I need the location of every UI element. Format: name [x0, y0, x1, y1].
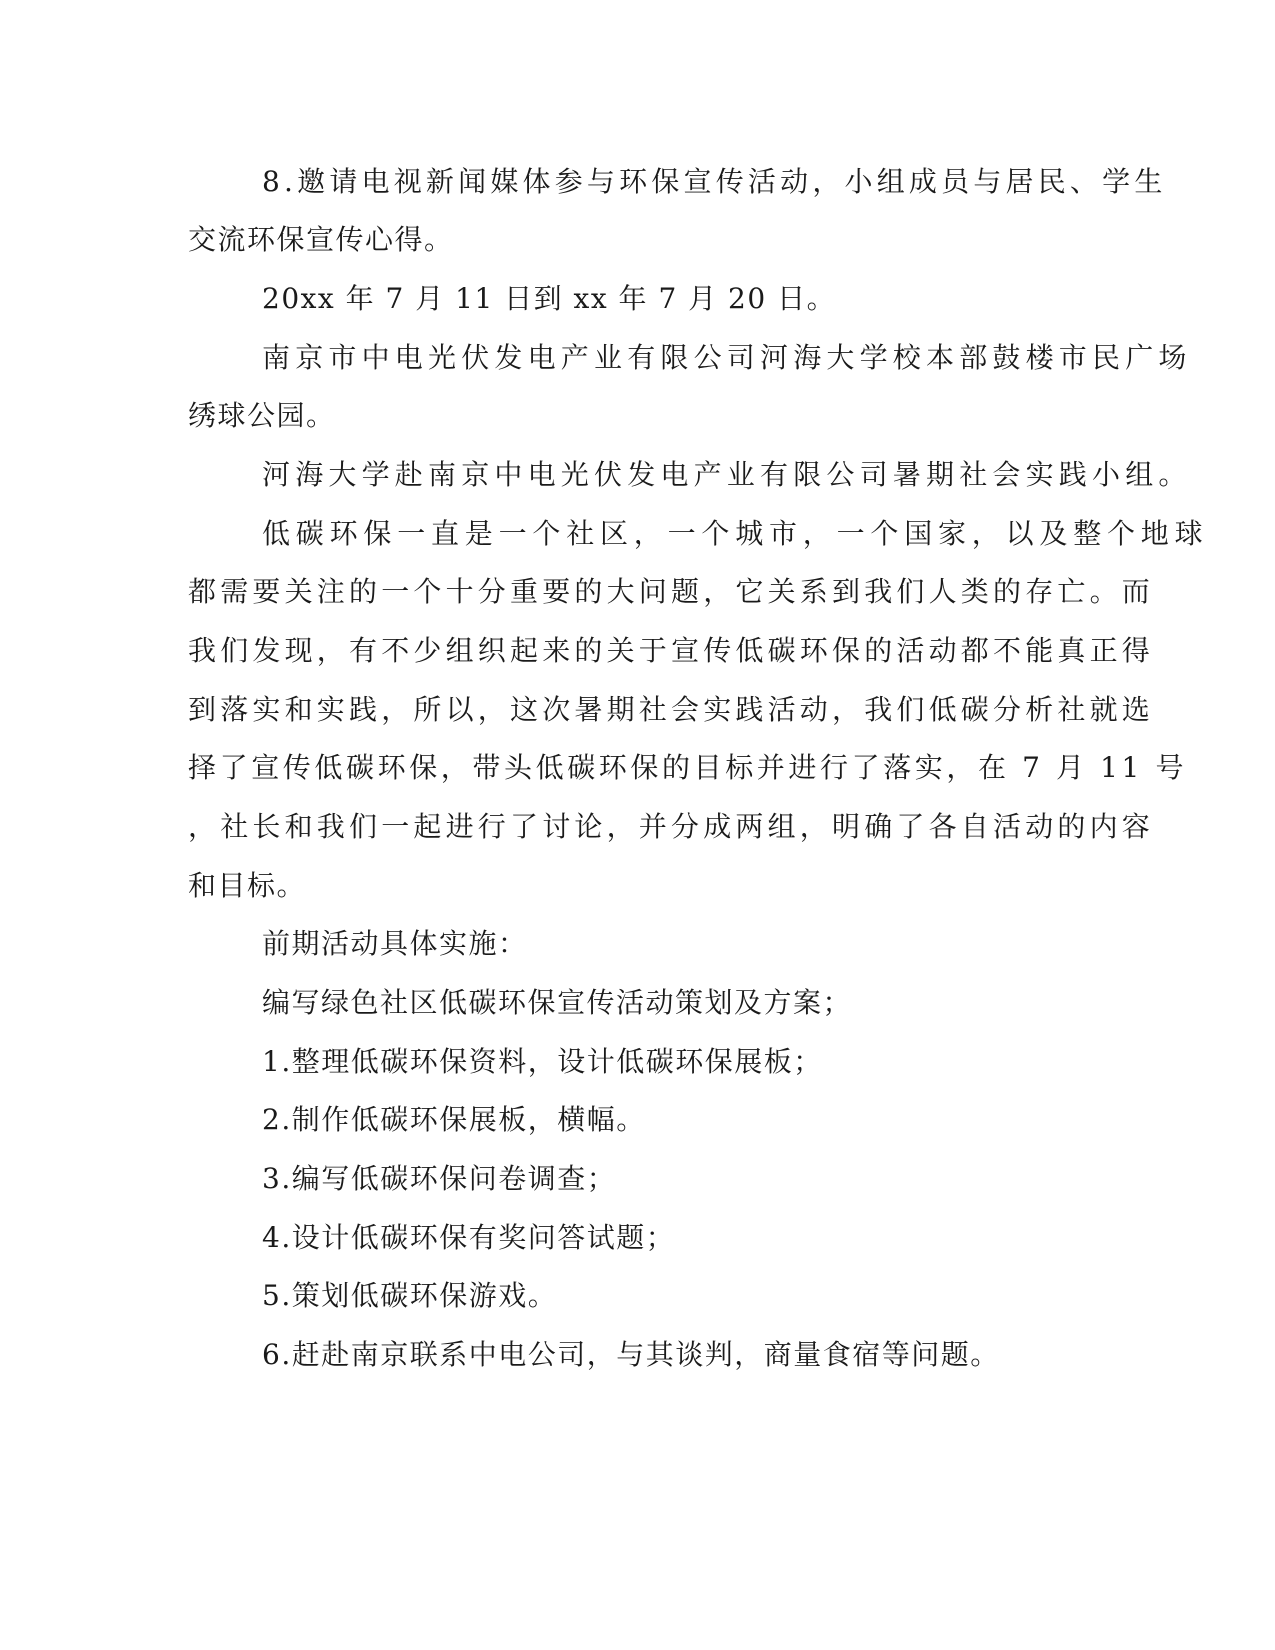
list-item: 5.策划低碳环保游戏。: [262, 1279, 558, 1312]
paragraph-line: 8.邀请电视新闻媒体参与环保宣传活动，小组成员与居民、学生: [262, 165, 1167, 198]
list-item: 4.设计低碳环保有奖问答试题；: [262, 1221, 676, 1254]
list-item: 6.赶赴南京联系中电公司，与其谈判，商量食宿等问题。: [262, 1338, 1000, 1371]
paragraph-line: 南京市中电光伏发电产业有限公司河海大学校本部鼓楼市民广场: [262, 341, 1192, 374]
paragraph-line: ，社长和我们一起进行了讨论，并分成两组，明确了各自活动的内容: [188, 810, 1155, 843]
paragraph-line: 到落实和实践，所以，这次暑期社会实践活动，我们低碳分析社就选: [188, 693, 1155, 726]
list-item: 3.编写低碳环保问卷调查；: [262, 1162, 617, 1195]
paragraph-line: 我们发现，有不少组织起来的关于宣传低碳环保的活动都不能真正得: [188, 634, 1155, 667]
section-heading: 前期活动具体实施：: [262, 927, 528, 960]
date-line: 20xx 年 7 月 11 日到 xx 年 7 月 20 日。: [262, 282, 837, 315]
list-item: 1.整理低碳环保资料，设计低碳环保展板；: [262, 1045, 823, 1078]
paragraph-line: 交流环保宣传心得。: [188, 223, 454, 256]
paragraph-line: 低碳环保一直是一个社区，一个城市，一个国家，以及整个地球: [262, 517, 1209, 550]
paragraph-line: 都需要关注的一个十分重要的大问题，它关系到我们人类的存亡。而: [188, 575, 1155, 608]
paragraph-line: 河海大学赴南京中电光伏发电产业有限公司暑期社会实践小组。: [262, 458, 1192, 491]
paragraph-line: 和目标。: [188, 869, 307, 902]
list-item: 2.制作低碳环保展板，横幅。: [262, 1103, 646, 1136]
paragraph-line: 绣球公园。: [188, 399, 336, 432]
list-item: 编写绿色社区低碳环保宣传活动策划及方案；: [262, 986, 853, 1019]
paragraph-line: 择了宣传低碳环保，带头低碳环保的目标并进行了落实，在 7 月 11 号: [188, 751, 1188, 784]
